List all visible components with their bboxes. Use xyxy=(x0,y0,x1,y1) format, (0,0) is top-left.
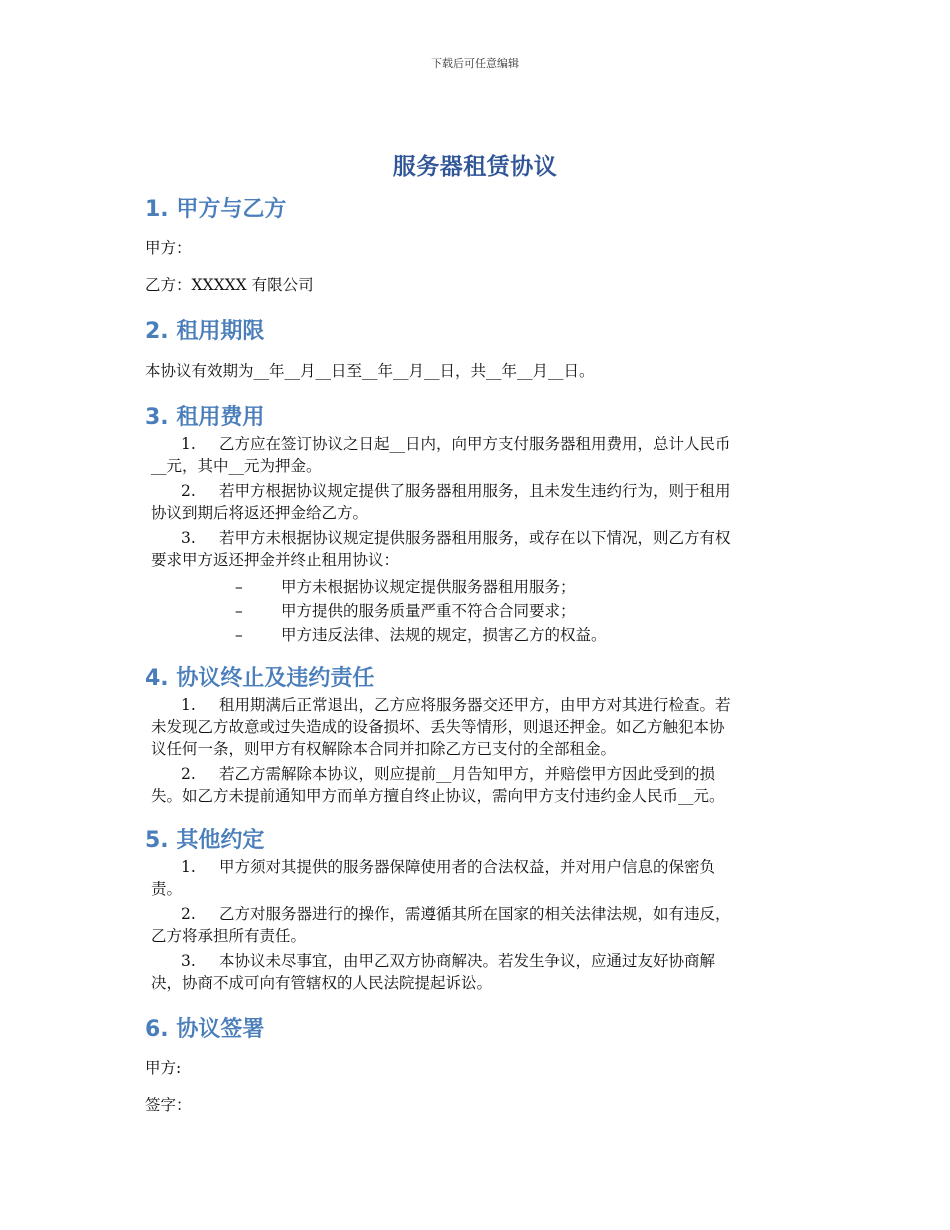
item-text-continued: 议任何一条，则甲方有权解除本合同并扣除乙方已支付的全部租金。 xyxy=(151,740,617,758)
item-text: 乙方应在签订协议之日起__日内，向甲方支付服务器租用费用，总计人民币 xyxy=(219,435,731,453)
item-text-continued: 未发现乙方故意或过失造成的设备损坏、丢失等情形，则退还押金。如乙方触犯本协 xyxy=(151,718,725,736)
list-item xyxy=(145,433,840,477)
page-header-note: 下载后可任意编辑 xyxy=(431,57,519,70)
item-text: 本协议未尽事宜，由甲乙双方协商解决。若发生争议，应通过友好协商解 xyxy=(219,952,716,970)
dash-marker: – xyxy=(235,578,243,596)
bullet-item xyxy=(145,599,840,623)
item-text: 若甲方未根据协议规定提供服务器租用服务，或存在以下情况，则乙方有权 xyxy=(219,529,731,547)
item-number: 2. xyxy=(181,905,196,923)
item-number: 2. xyxy=(181,765,196,783)
bullet-item xyxy=(145,623,840,647)
term-paragraph: 本协议有效期为__年__月__日至__年__月__日，共__年__月__日。 xyxy=(145,362,595,380)
document-body xyxy=(145,192,840,1116)
item-text: 若乙方需解除本协议，则应提前__月告知甲方，并赔偿甲方因此受到的损 xyxy=(219,765,716,783)
item-text-continued: 决，协商不成可向有管辖权的人民法院提起诉讼。 xyxy=(151,974,493,992)
signature-party-a: 甲方: xyxy=(145,1059,182,1077)
item-number: 3. xyxy=(181,529,196,547)
item-text-continued: 协议到期后将返还押金给乙方。 xyxy=(151,504,369,522)
item-number: 1. xyxy=(181,696,196,714)
bullet-text: 甲方未根据协议规定提供服务器租用服务； xyxy=(281,578,576,596)
item-number: 2. xyxy=(181,482,196,500)
item-text-continued: __元，其中__元为押金。 xyxy=(151,457,322,475)
list-item xyxy=(145,694,840,760)
item-number: 1. xyxy=(181,435,196,453)
list-item xyxy=(145,527,840,571)
section-heading-1: 1. 甲方与乙方 xyxy=(145,197,287,222)
party-b-line: 乙方：XXXXX 有限公司 xyxy=(145,276,314,294)
section-heading-3: 3. 租用费用 xyxy=(145,405,265,430)
bullet-text: 甲方违反法律、法规的规定，损害乙方的权益。 xyxy=(281,626,607,644)
section-heading-2: 2. 租用期限 xyxy=(145,319,265,344)
list-item xyxy=(145,480,840,524)
list-item xyxy=(145,763,840,807)
section-heading-5: 5. 其他约定 xyxy=(145,828,265,853)
section-heading-6: 6. 协议签署 xyxy=(145,1017,265,1042)
item-text: 租用期满后正常退出，乙方应将服务器交还甲方，由甲方对其进行检查。若 xyxy=(219,696,731,714)
dash-marker: – xyxy=(235,626,243,644)
dash-marker: – xyxy=(235,602,243,620)
item-text: 甲方须对其提供的服务器保障使用者的合法权益，并对用户信息的保密负 xyxy=(219,858,716,876)
section-heading-4: 4. 协议终止及违约责任 xyxy=(145,666,375,691)
list-item xyxy=(145,950,840,994)
item-text: 若甲方根据协议规定提供了服务器租用服务，且未发生违约行为，则于租用 xyxy=(219,482,731,500)
document-title: 服务器租赁协议 xyxy=(392,154,558,180)
party-a-line: 甲方： xyxy=(145,239,192,257)
item-text-continued: 失。如乙方未提前通知甲方而单方擅自终止协议，需向甲方支付违约金人民币__元。 xyxy=(151,787,725,805)
list-item xyxy=(145,903,840,947)
item-text-continued: 要求甲方返还押金并终止租用协议： xyxy=(151,551,400,569)
signature-line: 签字： xyxy=(145,1096,192,1114)
bullet-item xyxy=(145,575,840,599)
item-number: 3. xyxy=(181,952,196,970)
item-text-continued: 乙方将承担所有责任。 xyxy=(151,927,307,945)
list-item xyxy=(145,856,840,900)
item-text: 乙方对服务器进行的操作，需遵循其所在国家的相关法律法规，如有违反， xyxy=(219,905,731,923)
item-number: 1. xyxy=(181,858,196,876)
item-text-continued: 责。 xyxy=(151,880,183,898)
bullet-text: 甲方提供的服务质量严重不符合合同要求； xyxy=(281,602,576,620)
